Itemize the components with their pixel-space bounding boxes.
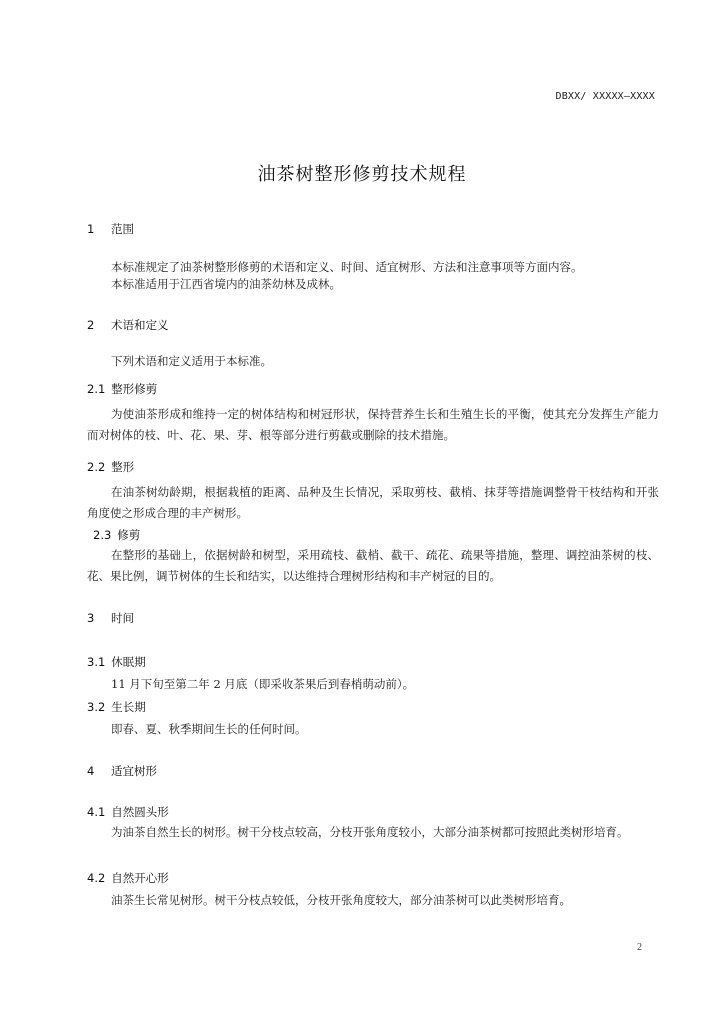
section-number: 1 [87,222,95,236]
section-3-2-paragraph: 即春、夏、秋季期间生长的任何时间。 [111,722,307,736]
section-number: 4 [87,764,95,778]
section-number: 3.2 [87,700,106,714]
section-title: 自然开心形 [111,871,169,885]
document-title: 油茶树整形修剪技术规程 [257,164,467,185]
section-title: 时间 [111,611,134,625]
section-1-paragraph-1: 本标准规定了油茶树整形修剪的术语和定义、时间、适宜树形、方法和注意事项等方面内容。 [111,260,583,274]
page-number: 2 [637,942,642,953]
section-2-heading [87,317,169,333]
section-number: 4.2 [87,871,106,885]
document-code: DBXX/ XXXXX—XXXX [555,91,655,102]
section-3-1-heading [87,654,146,670]
section-title: 范围 [111,222,134,236]
section-3-1-paragraph: 11 月下旬至第二年 2 月底（即采收茶果后到春梢萌动前）。 [111,677,415,691]
section-2-paragraph: 下列术语和定义适用于本标准。 [111,354,272,368]
section-2-2-heading [87,459,134,475]
section-number: 2 [87,318,95,332]
section-title: 整形修剪 [111,382,158,396]
section-2-3-paragraph: 在整形的基础上，依据树龄和树型，采用疏枝、截梢、截干、疏花、疏果等措施，整理、调控油茶树的枝、花、果比例，调节树体的生长和结实，以达维持合理树形结构和丰产树冠的目的。 [87,548,659,583]
section-number: 4.1 [87,805,106,819]
section-4-1-heading [87,804,169,820]
section-1-heading [87,221,134,237]
section-number: 2.3 [93,528,112,542]
section-2-3-heading [93,527,140,543]
section-title: 休眠期 [111,655,146,669]
section-title: 修剪 [117,528,141,542]
section-4-2-heading [87,870,169,886]
section-2-2-paragraph: 在油茶树幼龄期，根据栽植的距离、品种及生长情况，采取剪枝、截梢、抹芽等措施调整骨干枝结构和开张角度使之形成合理的丰产树形。 [87,485,659,520]
section-title: 生长期 [111,700,146,714]
section-2-1-heading [87,381,157,397]
section-number: 2.2 [87,460,106,474]
section-4-1-paragraph: 为油茶自然生长的树形。树干分枝点较高，分枝开张角度较小，大部分油茶树都可按照此类树形培育。 [111,825,629,839]
section-2-1-paragraph: 为使油茶形成和维持一定的树体结构和树冠形状，保持营养生长和生殖生长的平衡，使其充分发挥生产能力而对树体的枝、叶、花、果、芽、根等部分进行剪截或删除的技术措施。 [87,407,659,442]
section-4-2-paragraph: 油茶生长常见树形。树干分枝点较低，分枝开张角度较大，部分油茶树可以此类树形培育。 [111,893,571,907]
section-number: 2.1 [87,382,106,396]
section-3-2-heading [87,699,146,715]
section-title: 术语和定义 [111,318,169,332]
section-title: 自然圆头形 [111,805,169,819]
section-1-paragraph-2: 本标准适用于江西省境内的油茶幼林及成林。 [111,277,341,291]
section-title: 整形 [111,460,135,474]
section-number: 3 [87,611,95,625]
section-title: 适宜树形 [111,764,157,778]
section-number: 3.1 [87,655,106,669]
section-3-heading [87,610,134,626]
section-4-heading [87,763,157,779]
